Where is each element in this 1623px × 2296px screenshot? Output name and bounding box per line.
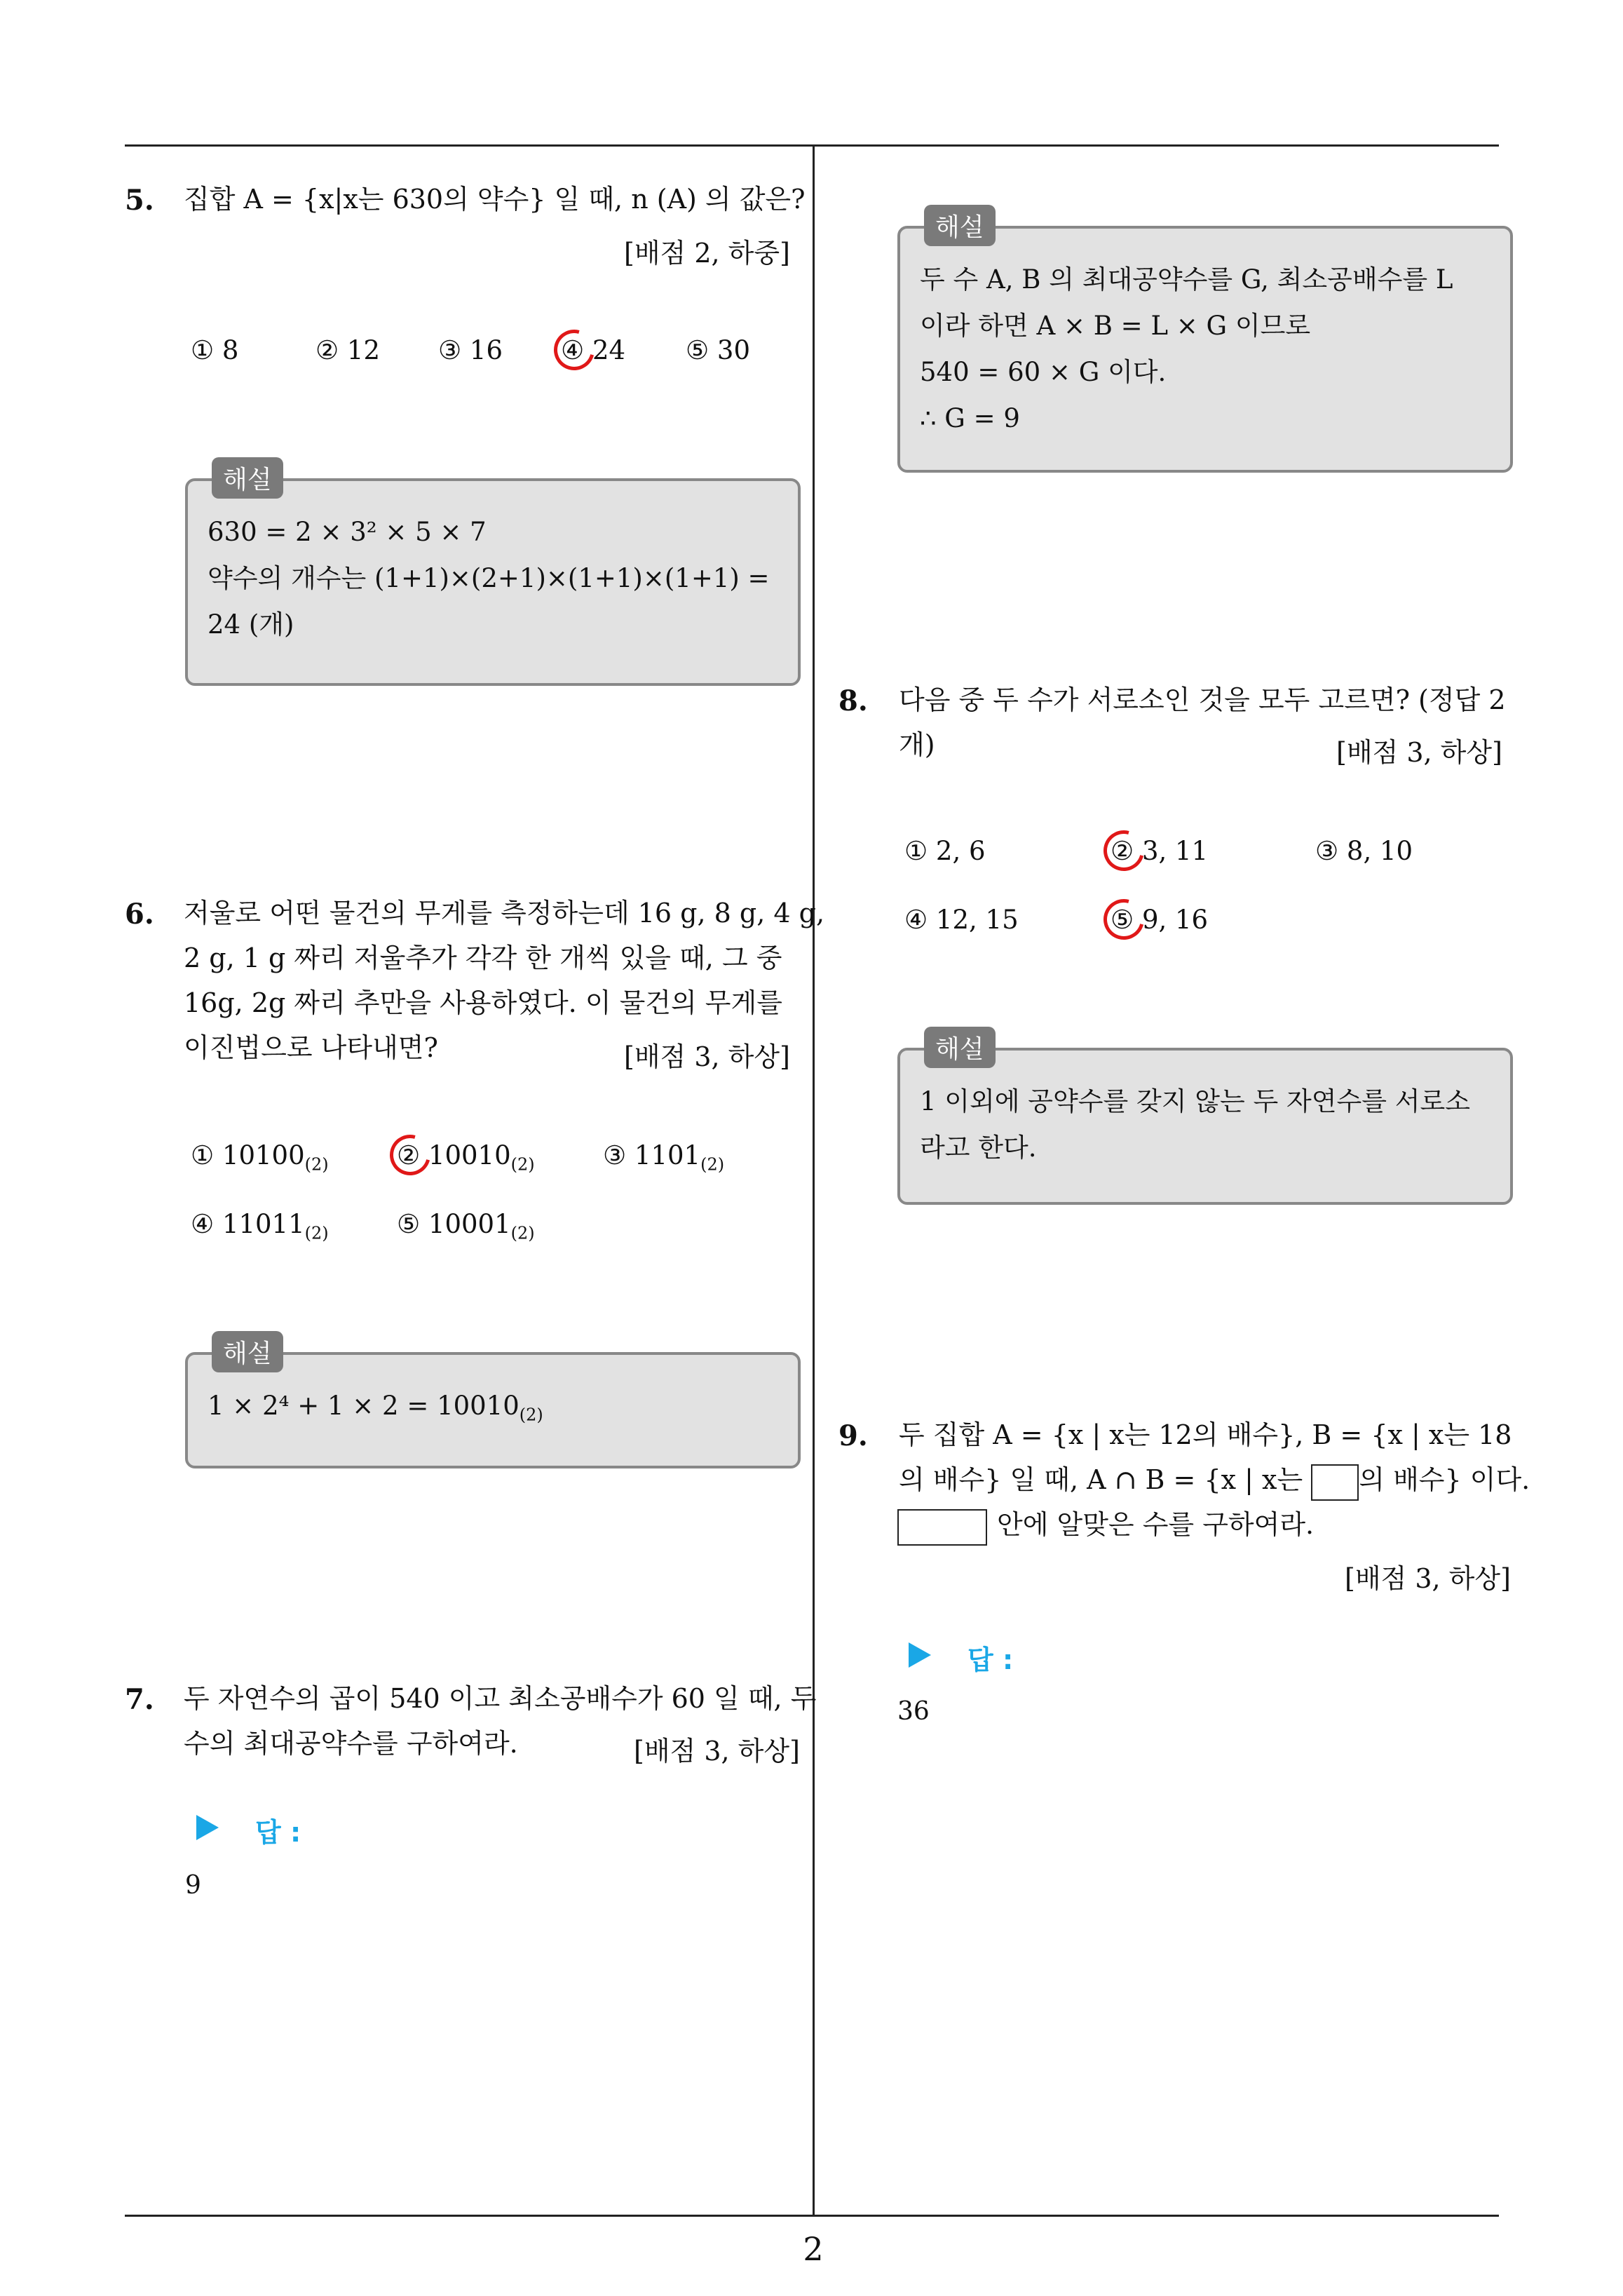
- bottom-rule: [125, 2215, 1499, 2217]
- q5-explain-line-1: 630 = 2 × 3² × 5 × 7: [208, 517, 487, 547]
- q9-line-2-end: 의 배수} 이다.: [1359, 1464, 1530, 1495]
- q6-explanation-text: [208, 1383, 543, 1438]
- q6-line-2: 2 g, 1 g 짜리 저울추가 각각 한 개씩 있을 때, 그 중: [184, 943, 782, 973]
- q8-choice-3[interactable]: ③ 8, 10: [1315, 836, 1413, 866]
- q7-explain-line-1: 두 수 A, B 의 최대공약수를 G, 최소공배수를 L: [920, 264, 1453, 295]
- q5-choice-3[interactable]: ③ 16: [438, 335, 503, 365]
- q6-choice-4-value: 11011: [222, 1209, 305, 1239]
- q6-choice-1-value: 10100: [222, 1140, 305, 1170]
- q8-number: 8.: [838, 684, 868, 717]
- q5-answer-mark: [546, 322, 602, 377]
- q7-explain-line-2: 이라 하면 A × B = L × G 이므로: [920, 311, 1311, 341]
- q6-choice-1[interactable]: [191, 1140, 329, 1174]
- q9-answer-label: 답 :: [967, 1645, 1014, 1675]
- q8-meta: [배점 3, 하상]: [1336, 737, 1502, 768]
- q6-choice-3-value: 1101: [634, 1140, 701, 1170]
- q7-meta: [배점 3, 하상]: [634, 1736, 800, 1767]
- q6-choice-1-symbol: ①: [191, 1140, 215, 1170]
- q6-explain-base: (2): [519, 1405, 543, 1425]
- q8-choice-1[interactable]: ① 2, 6: [904, 836, 986, 866]
- q9-meta: [배점 3, 하상]: [1345, 1563, 1511, 1594]
- q9-line-2-start: 의 배수} 일 때, A ∩ B = {x | x는: [899, 1464, 1303, 1495]
- q6-choice-2-value: 10010: [428, 1140, 511, 1170]
- q8-choice-4[interactable]: ④ 12, 15: [904, 905, 1019, 935]
- q6-explanation-label: 해설: [212, 1331, 283, 1372]
- q7-explanation-text: [920, 257, 1453, 442]
- q6-choice-3-symbol: ③: [603, 1140, 627, 1170]
- q9-inline-blank: [1311, 1464, 1359, 1501]
- q9-line-3: [897, 1502, 1530, 1547]
- q6-choice-5-value: 10001: [428, 1209, 511, 1239]
- q6-choice-2-symbol: ②: [397, 1140, 421, 1170]
- q7-answer-label: 답 :: [255, 1817, 301, 1848]
- q9-line-1: 두 집합 A = {x | x는 12의 배수}, B = {x | x는 18: [899, 1419, 1512, 1450]
- q7-line-2: 수의 최대공약수를 구하여라.: [184, 1728, 518, 1759]
- q7-explanation-label: 해설: [924, 205, 996, 246]
- q6-line-3: 16g, 2g 짜리 추만을 사용하였다. 이 물건의 무게를: [184, 987, 782, 1018]
- q6-number: 6.: [125, 898, 154, 931]
- q9-answer-value: 36: [897, 1697, 930, 1726]
- q5-number: 5.: [125, 184, 154, 217]
- q7-number: 7.: [125, 1683, 154, 1716]
- page-number: 2: [803, 2230, 824, 2268]
- q7-explain-line-4: ∴ G = 9: [920, 403, 1020, 433]
- q8-explanation-label: 해설: [924, 1027, 996, 1068]
- q8-explanation-text: [920, 1079, 1470, 1171]
- q6-choice-2-base: (2): [510, 1154, 535, 1175]
- q6-choice-5-base: (2): [510, 1223, 535, 1243]
- q6-explain-line: 1 × 2⁴ + 1 × 2 = 10010: [208, 1391, 520, 1421]
- q5-explanation-text: [208, 509, 770, 648]
- q9-line-3-text: 안에 알맞은 수를 구하여라.: [997, 1509, 1315, 1540]
- q5-choice-2[interactable]: ② 12: [315, 335, 381, 365]
- q8-line-1: 다음 중 두 수가 서로소인 것을 모두 고르면? (정답 2: [899, 684, 1506, 715]
- q6-choice-5[interactable]: [397, 1209, 535, 1243]
- q5-text: 집합 A = {x|x는 630의 약수} 일 때, n (A) 의 값은?: [184, 184, 806, 215]
- q5-explanation-label: 해설: [212, 457, 283, 499]
- q5-explain-line-2: 약수의 개수는 (1+1)×(2+1)×(1+1)×(1+1) =: [208, 563, 770, 593]
- q9-line-2: [899, 1457, 1530, 1502]
- q5-choice-4-symbol: ④: [561, 335, 585, 365]
- q8-choice-2-label: 3, 11: [1141, 836, 1209, 866]
- q8-answer-mark-2: [1096, 891, 1151, 947]
- q6-choice-3[interactable]: [603, 1140, 724, 1174]
- q6-choice-1-base: (2): [304, 1154, 329, 1175]
- top-rule: [125, 144, 1499, 147]
- q8-explain-line-1: 1 이외에 공약수를 갖지 않는 두 자연수를 서로소: [920, 1086, 1470, 1116]
- q6-meta: [배점 3, 하상]: [624, 1041, 790, 1072]
- q5-choice-5[interactable]: ⑤ 30: [686, 335, 751, 365]
- column-divider: [813, 144, 815, 2217]
- q9-number: 9.: [838, 1419, 868, 1452]
- q7-line-1: 두 자연수의 곱이 540 이고 최소공배수가 60 일 때, 두: [184, 1683, 817, 1714]
- q9-blank-box: [897, 1509, 987, 1546]
- q8-choice-5-label: 9, 16: [1141, 905, 1209, 935]
- q8-choice-2-symbol: ②: [1111, 836, 1134, 866]
- q8-line-2: 개): [899, 729, 935, 760]
- q5-explain-line-3: 24 (개): [208, 609, 294, 640]
- q9-text: [899, 1412, 1530, 1547]
- q5-meta: [배점 2, 하중]: [624, 238, 790, 269]
- q6-answer-mark: [382, 1127, 437, 1182]
- q8-answer-mark-1: [1096, 823, 1151, 878]
- q8-choice-5-symbol: ⑤: [1111, 905, 1134, 935]
- q5-choice-4-label: 24: [592, 335, 626, 365]
- q7-explain-line-3: 540 = 60 × G 이다.: [920, 357, 1167, 387]
- q6-choice-4-base: (2): [304, 1223, 329, 1243]
- q8-explain-line-2: 라고 한다.: [920, 1133, 1037, 1163]
- q9-answer-arrow-icon: [909, 1642, 931, 1668]
- q6-choice-3-base: (2): [700, 1154, 725, 1175]
- q6-choice-4-symbol: ④: [191, 1209, 215, 1239]
- q6-line-4: 이진법으로 나타내면?: [184, 1032, 438, 1063]
- q6-choice-4[interactable]: [191, 1209, 329, 1243]
- q6-choice-5-symbol: ⑤: [397, 1209, 421, 1239]
- q7-answer-value: 9: [185, 1871, 201, 1900]
- q6-line-1: 저울로 어떤 물건의 무게를 측정하는데 16 g, 8 g, 4 g,: [184, 898, 825, 928]
- q7-answer-arrow-icon: [196, 1815, 219, 1840]
- q5-choice-1[interactable]: ① 8: [191, 335, 239, 365]
